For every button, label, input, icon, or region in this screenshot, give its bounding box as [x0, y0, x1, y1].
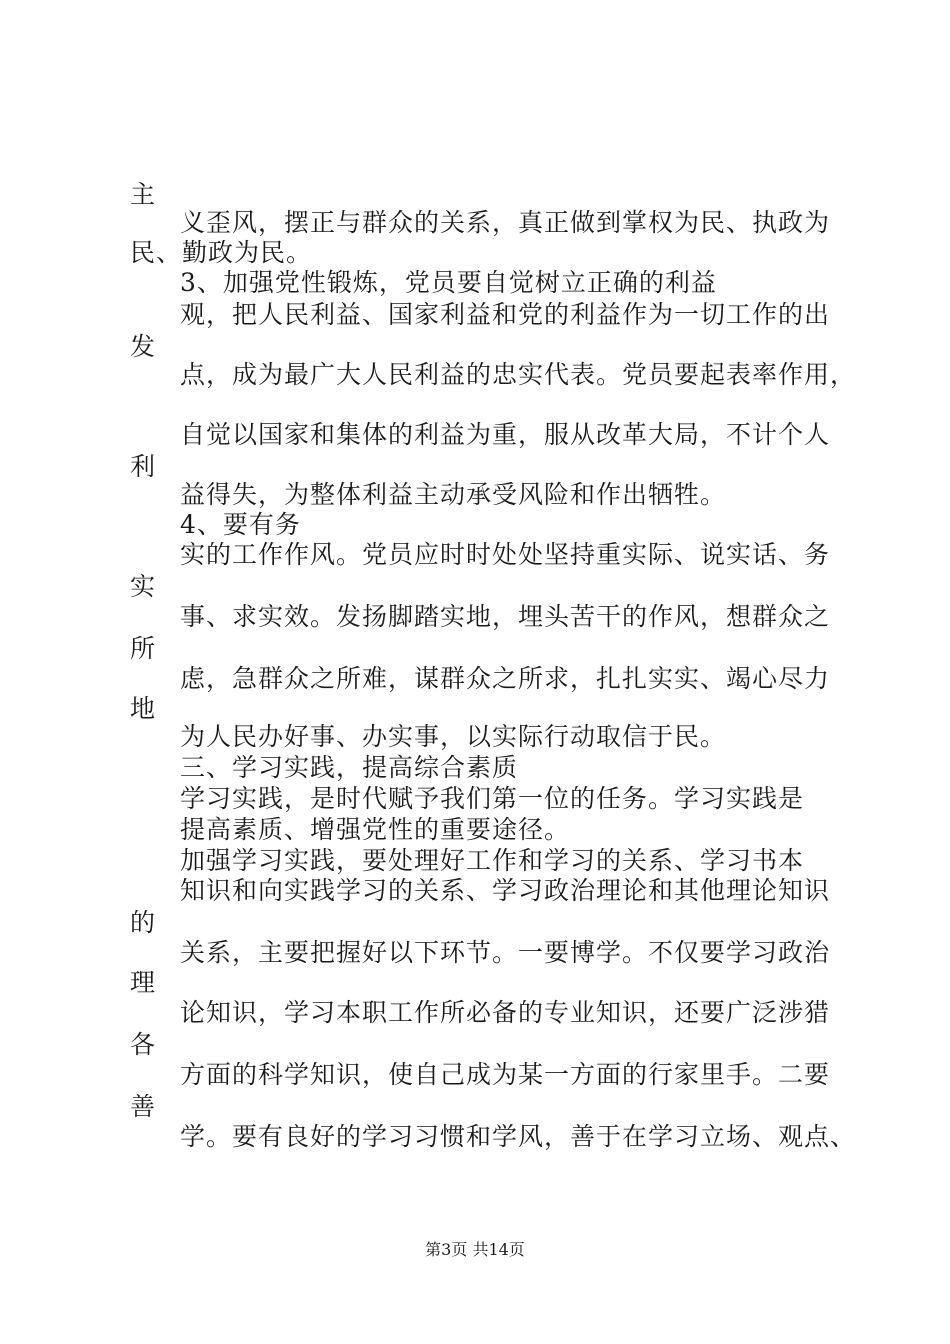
text-line: 关系，主要把握好以下环节。一要博学。不仅要学习政治: [180, 938, 831, 967]
text-line: 民、勤政为民。: [130, 238, 313, 267]
text-line: 地: [130, 694, 157, 723]
text-line: 点，成为最广大人民利益的忠实代表。党员要起表率作用，: [180, 360, 857, 389]
text-line: 为人民办好事、办实事，以实际行动取信于民。: [180, 722, 727, 751]
text-line: 实: [130, 572, 157, 601]
text-line: 3、加强党性锻炼，党员要自觉树立正确的利益: [180, 268, 717, 297]
text-line: 4、要有务: [180, 510, 301, 539]
text-line: 加强学习实践，要处理好工作和学习的关系、学习书本: [180, 846, 805, 875]
text-line: 义歪风，摆正与群众的关系，真正做到掌权为民、执政为: [180, 208, 831, 237]
text-line: 学。要有良好的学习习惯和学风，善于在学习立场、观点、: [180, 1122, 857, 1151]
text-line: 事、求实效。发扬脚踏实地，埋头苦干的作风，想群众之: [180, 602, 831, 631]
text-line: 各: [130, 1030, 157, 1059]
text-line: 学习实践，是时代赋予我们第一位的任务。学习实践是: [180, 784, 805, 813]
text-line: 所: [130, 634, 157, 663]
text-line: 益得失，为整体利益主动承受风险和作出牺牲。: [180, 480, 727, 509]
text-line: 主: [130, 180, 157, 209]
text-line: 的: [130, 908, 157, 937]
text-line: 虑，急群众之所难，谋群众之所求，扎扎实实、竭心尽力: [180, 664, 831, 693]
text-line: 实的工作作风。党员应时时处处坚持重实际、说实话、务: [180, 540, 831, 569]
text-line: 发: [130, 332, 157, 361]
text-line: 三、学习实践，提高综合素质: [180, 753, 519, 782]
text-line: 观，把人民利益、国家利益和党的利益作为一切工作的出: [180, 300, 831, 329]
text-line: 利: [130, 452, 157, 481]
text-line: 方面的科学知识，使自己成为某一方面的行家里手。二要: [180, 1060, 831, 1089]
page-number-footer: 第3页 共14页: [425, 1240, 525, 1259]
text-line: 提高素质、增强党性的重要途径。: [180, 815, 571, 844]
text-line: 知识和向实践学习的关系、学习政治理论和其他理论知识: [180, 876, 831, 905]
text-line: 自觉以国家和集体的利益为重，服从改革大局，不计个人: [180, 420, 831, 449]
text-line: 论知识，学习本职工作所必备的专业知识，还要广泛涉猎: [180, 998, 831, 1027]
text-line: 理: [130, 968, 157, 997]
text-line: 善: [130, 1092, 157, 1121]
